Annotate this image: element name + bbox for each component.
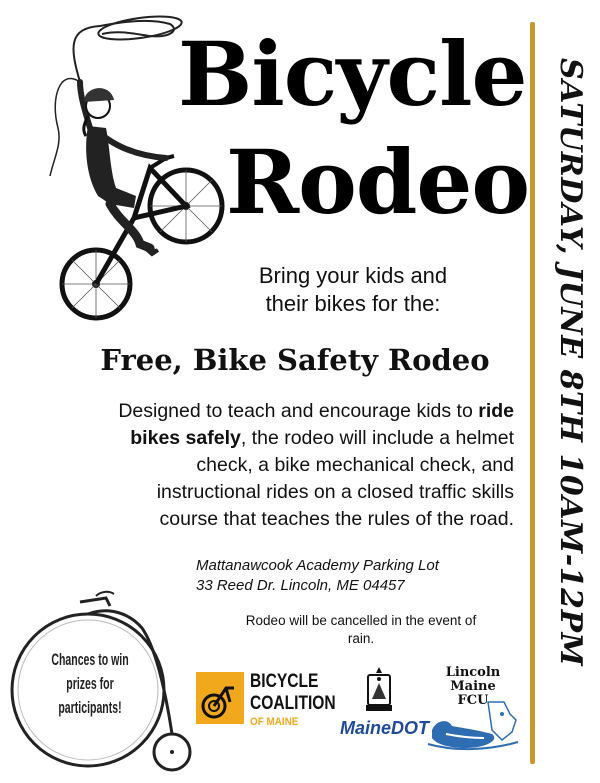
prize-note-line-2: participants! xyxy=(58,698,122,717)
description-line-5: course that teaches the rules of the road. xyxy=(159,508,514,530)
prize-note-line-1: Chances to win prizes for xyxy=(51,650,129,693)
location-line-1: Mattanawcook Academy Parking Lot xyxy=(196,557,439,574)
description-part-1: Designed to teach and encourage kids to xyxy=(118,400,479,422)
maine-dot-logo: MaineDOT xyxy=(340,718,430,738)
description-bold-1: ride xyxy=(478,400,514,422)
lincoln-fcu-line-1: Lincoln xyxy=(445,665,501,680)
description-line-3: check, a bike mechanical check, and xyxy=(196,454,514,476)
lincoln-fcu-line-2: Maine xyxy=(450,679,496,694)
location-line-2: 33 Reed Dr. Lincoln, ME 04457 xyxy=(196,577,405,594)
description-line-4: instructional rides on a closed traffic skills xyxy=(156,481,514,503)
cancellation-note xyxy=(216,612,506,648)
title-line-2: Rodeo xyxy=(226,130,530,234)
description-line-2 xyxy=(30,425,514,452)
cancellation-line-1: Rodeo will be cancelled in the event of xyxy=(245,613,477,628)
cancellation-line-2: rain. xyxy=(347,631,375,646)
bicycle-coalition-line-1: BICYCLE xyxy=(250,671,319,692)
loon-logo-icon xyxy=(426,700,522,752)
date-banner: SATURDAY, JUNE 8TH 10AM-12PM xyxy=(553,58,588,667)
description-line-1 xyxy=(30,398,514,425)
intro-text xyxy=(228,262,478,318)
bicycle-coalition-line-2: COALITION xyxy=(250,693,336,714)
headline: Free, Bike Safety Rodeo xyxy=(100,343,490,377)
bicycle-coalition-line-3: OF MAINE xyxy=(250,716,299,728)
description-bold-2: bikes safely xyxy=(130,427,241,449)
lincoln-fcu-line-3: FCU xyxy=(457,693,489,708)
description xyxy=(30,398,514,533)
prize-note xyxy=(50,648,129,720)
description-part-2: , the rodeo will include a helmet xyxy=(240,427,514,449)
location xyxy=(196,556,439,596)
bicycle-coalition-logo-icon xyxy=(196,672,244,724)
intro-line-1: Bring your kids and xyxy=(258,263,448,288)
title-line-1: Bicycle xyxy=(178,22,527,126)
maine-seal-icon xyxy=(362,665,396,715)
side-rule xyxy=(530,22,535,764)
intro-line-2: their bikes for the: xyxy=(265,291,441,316)
